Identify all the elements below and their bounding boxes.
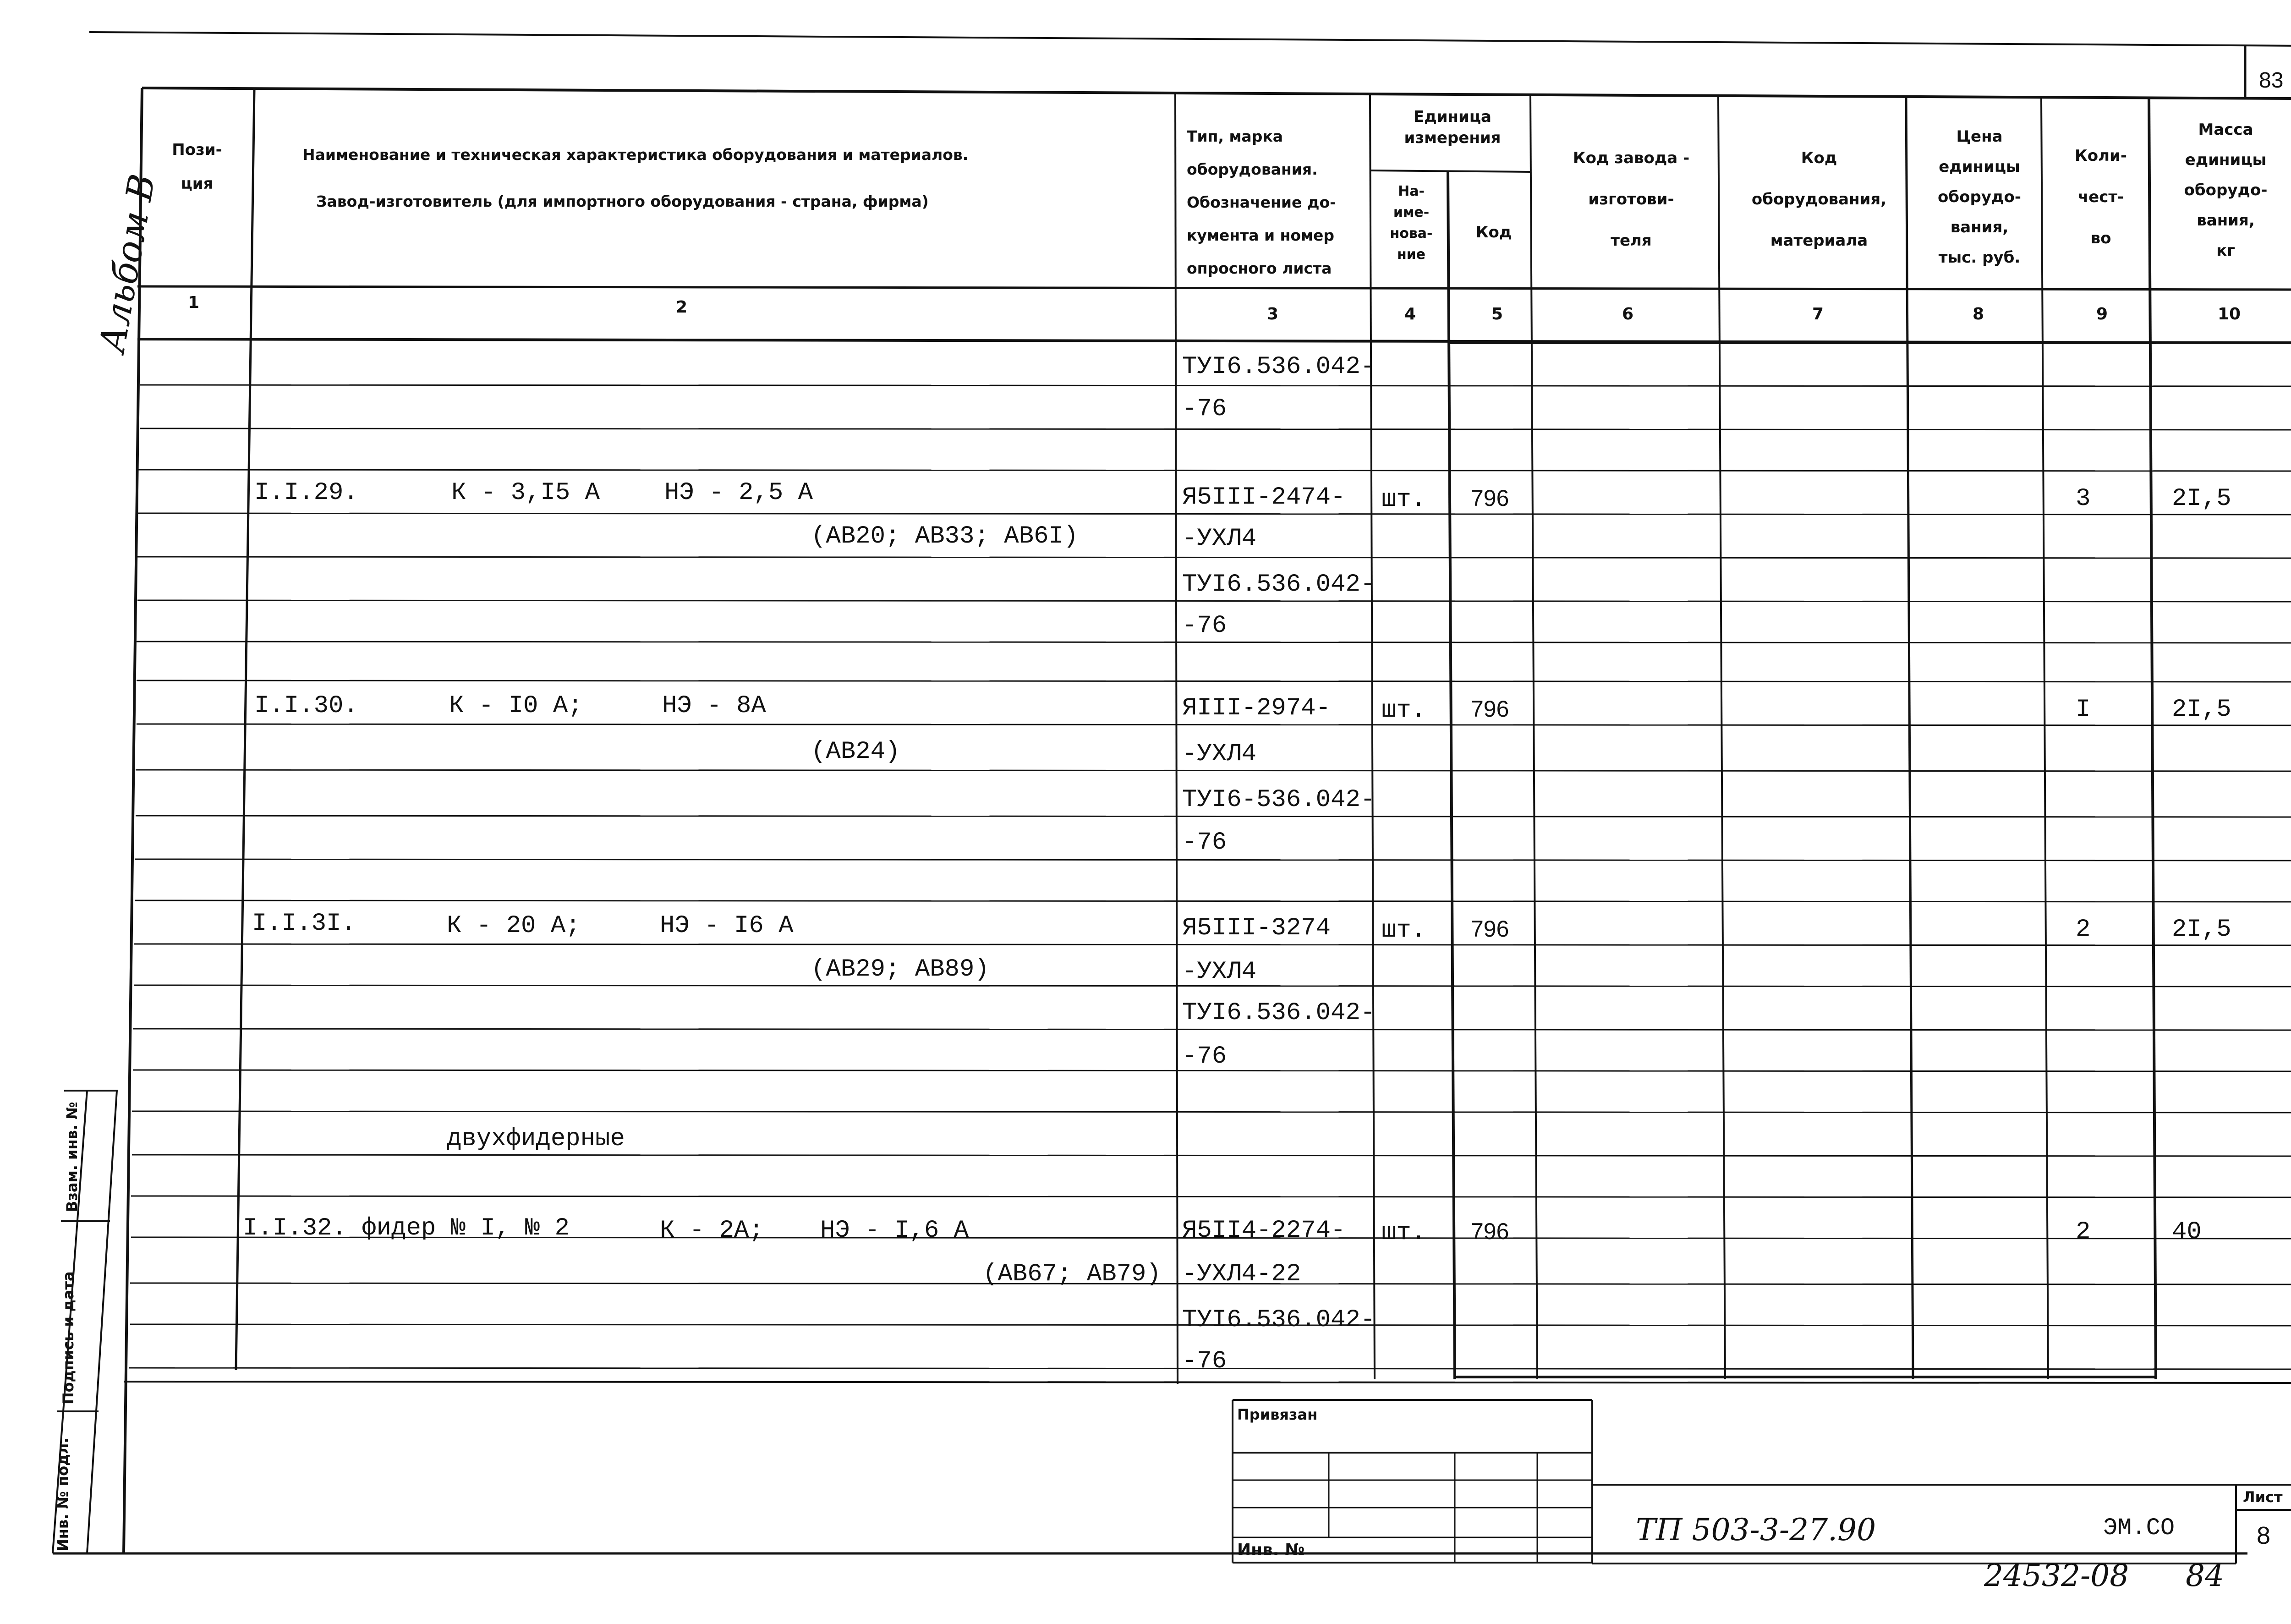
col-number-7: 7 bbox=[1812, 305, 1824, 324]
item-mass: 2I,5 bbox=[2172, 916, 2231, 944]
item-type: -УХЛ4-22 bbox=[1182, 1260, 1301, 1288]
item-position: I.I.30. bbox=[254, 692, 358, 720]
item-breakers: (АВ24) bbox=[811, 738, 900, 766]
col-number-5: 5 bbox=[1491, 305, 1503, 324]
item-quantity: 2 bbox=[2076, 916, 2091, 944]
header-col9: Коли- чест- во bbox=[2075, 147, 2127, 247]
item-k: К - 3,I5 А bbox=[451, 479, 600, 507]
col-number-9: 9 bbox=[2096, 305, 2108, 324]
item-doc: ТУI6.536.042- bbox=[1182, 1306, 1376, 1334]
side-stamp-inv: Инв. № подл. bbox=[54, 1437, 71, 1551]
item-type: -УХЛ4 bbox=[1182, 958, 1257, 986]
item-ne: НЭ - 2,5 А bbox=[664, 479, 813, 507]
document-mark: ЭМ.СО bbox=[2103, 1514, 2175, 1542]
sheet-label: Лист bbox=[2243, 1488, 2283, 1506]
header-col6: Код завода - изготови- теля bbox=[1573, 149, 1690, 250]
item-mass: 2I,5 bbox=[2172, 696, 2231, 724]
header-col7: Код оборудования, материала bbox=[1751, 149, 1887, 250]
item-k: К - 2А; bbox=[660, 1217, 764, 1245]
item-doc: -76 bbox=[1182, 828, 1227, 856]
side-stamp-vzam: Взам. инв. № bbox=[63, 1102, 81, 1212]
item-quantity: I bbox=[2076, 696, 2091, 724]
header-col3: Тип, марка оборудования. Обозначение до- кумента и номер опросного листа bbox=[1187, 127, 1336, 277]
header-unit-group: Единица измерения bbox=[1404, 108, 1501, 147]
section-heading: двухфидерные bbox=[447, 1125, 625, 1153]
item-k: К - 20 А; bbox=[447, 912, 581, 940]
item-type: Я5III-2474- bbox=[1182, 483, 1346, 511]
item-k: К - I0 А; bbox=[449, 692, 583, 720]
item-unit-code: 796 bbox=[1471, 916, 1509, 942]
item-position: I.I.29. bbox=[254, 479, 358, 507]
sheet-number: 8 bbox=[2257, 1522, 2271, 1549]
col-number-1: 1 bbox=[188, 293, 200, 312]
header-col8: Цена единицы оборудо- вания, тыс. руб. bbox=[1938, 127, 2021, 267]
item-ne: НЭ - I,6 А bbox=[820, 1217, 969, 1245]
item-doc: -76 bbox=[1182, 1347, 1227, 1375]
side-stamp-podpis: Подпись и дата bbox=[60, 1271, 77, 1405]
archive-number: 84 bbox=[2186, 1558, 2224, 1593]
col-number-8: 8 bbox=[1973, 305, 1984, 324]
header-col2-line2: Завод-изготовитель (для импортного оборудования - страна, фирма) bbox=[316, 192, 929, 210]
item-type: -УХЛ4 bbox=[1182, 740, 1257, 768]
col-number-6: 6 bbox=[1622, 305, 1634, 324]
item-doc: -76 bbox=[1182, 612, 1227, 640]
item-doc: ТУI6-536.042- bbox=[1182, 786, 1376, 814]
item-ne: НЭ - I6 А bbox=[660, 912, 794, 940]
item-unit: шт. bbox=[1381, 697, 1426, 724]
page-number: 83 bbox=[2259, 68, 2284, 93]
archive-code: 24532-08 bbox=[1984, 1558, 2129, 1593]
item-doc: ТУI6.536.042- bbox=[1182, 571, 1376, 598]
header-col4: На- име- нова- ние bbox=[1390, 183, 1433, 263]
document-code: ТП 503-3-27.90 bbox=[1636, 1512, 1876, 1547]
item-mass: 40 bbox=[2172, 1218, 2202, 1246]
item-type: -УХЛ4 bbox=[1182, 525, 1257, 553]
item-unit: шт. bbox=[1381, 1219, 1426, 1247]
item-position: I.I.32. фидер № I, № 2 bbox=[243, 1214, 570, 1242]
col-number-3: 3 bbox=[1267, 305, 1279, 324]
stamp-inv-no: Инв. № bbox=[1237, 1541, 1305, 1559]
item-ne: НЭ - 8А bbox=[662, 692, 766, 720]
header-col10: Масса единицы оборудо- вания, кг bbox=[2184, 121, 2268, 260]
album-label: Альбом В bbox=[92, 171, 164, 356]
stamp-privyazan: Привязан bbox=[1237, 1406, 1318, 1423]
cell-doc: -76 bbox=[1182, 395, 1227, 423]
header-col5: Код bbox=[1475, 223, 1512, 241]
item-type: Я5III-3274 bbox=[1182, 914, 1331, 942]
item-doc: ТУI6.536.042- bbox=[1182, 999, 1376, 1027]
item-mass: 2I,5 bbox=[2172, 485, 2231, 513]
item-unit: шт. bbox=[1381, 486, 1426, 514]
item-position: I.I.3I. bbox=[252, 910, 356, 938]
item-unit: шт. bbox=[1381, 916, 1426, 944]
col-number-2: 2 bbox=[676, 298, 688, 317]
col-number-4: 4 bbox=[1404, 305, 1416, 324]
col-number-10: 10 bbox=[2218, 305, 2241, 324]
item-unit-code: 796 bbox=[1471, 696, 1509, 722]
item-quantity: 3 bbox=[2076, 485, 2091, 513]
item-breakers: (АВ29; АВ89) bbox=[811, 955, 989, 983]
item-unit-code: 796 bbox=[1471, 1218, 1509, 1244]
item-breakers: (АВ20; АВ33; АВ6I) bbox=[811, 522, 1079, 550]
item-unit-code: 796 bbox=[1471, 485, 1509, 511]
item-type: ЯIII-2974- bbox=[1182, 694, 1331, 722]
item-type: Я5II4-2274- bbox=[1182, 1217, 1346, 1245]
header-col1: Пози- ция bbox=[172, 141, 222, 193]
item-doc: -76 bbox=[1182, 1042, 1227, 1070]
item-quantity: 2 bbox=[2076, 1218, 2091, 1246]
item-breakers: (АВ67; АВ79) bbox=[983, 1260, 1161, 1288]
header-col2-line1: Наименование и техническая характеристика оборудования и материалов. bbox=[302, 146, 969, 164]
cell-doc: ТУI6.536.042- bbox=[1182, 353, 1376, 381]
